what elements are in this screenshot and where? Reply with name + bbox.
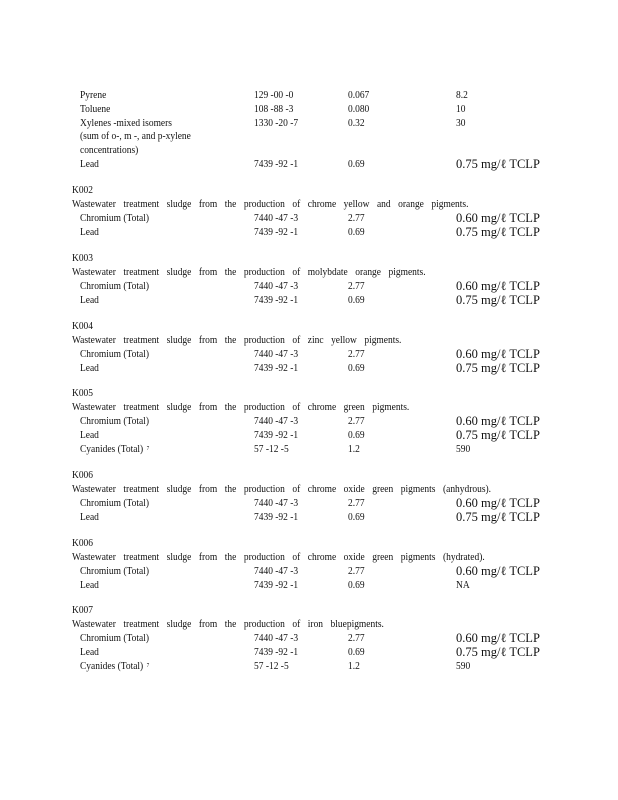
cas-number: 7440 -47 -3 — [254, 632, 299, 644]
wastewater-standard: 2.77 — [348, 212, 365, 224]
nonwastewater-standard: 0.75 mg/ℓ TCLP — [456, 510, 540, 524]
substance-name: Chromium (Total) — [80, 497, 149, 509]
waste-code: K007 — [72, 604, 94, 616]
substance-name: Chromium (Total) — [80, 348, 149, 360]
substance-name: Lead — [80, 646, 99, 658]
cas-number: 7439 -92 -1 — [254, 429, 299, 441]
nonwastewater-standard: 30 — [456, 116, 466, 129]
cas-number: 7440 -47 -3 — [254, 497, 299, 509]
cas-number: 7439 -92 -1 — [254, 226, 299, 238]
cas-number: 129 -00 -0 — [254, 89, 294, 101]
substance-name: Chromium (Total) — [80, 280, 149, 292]
wastewater-standard: 0.69 — [348, 511, 365, 523]
cas-number: 7440 -47 -3 — [254, 565, 299, 577]
waste-code: K003 — [72, 252, 94, 264]
substance-name: Chromium (Total) — [80, 632, 149, 644]
nonwastewater-standard: 0.75 mg/ℓ TCLP — [456, 361, 540, 375]
waste-description: Wastewater treatment sludge from the production of zinc yellow pigments. — [72, 334, 402, 346]
nonwastewater-standard: 8.2 — [456, 89, 468, 101]
substance-name: Pyrene — [80, 89, 107, 101]
substance-name: (sum of o-, m -, and p-xylene — [80, 130, 191, 143]
wastewater-standard: 1.2 — [348, 443, 360, 455]
nonwastewater-standard: 0.75 mg/ℓ TCLP — [456, 225, 540, 239]
nonwastewater-standard: NA — [456, 579, 470, 591]
nonwastewater-standard: 10 — [456, 102, 466, 115]
cas-number: 7439 -92 -1 — [254, 579, 299, 591]
nonwastewater-standard: 590 — [456, 660, 471, 672]
nonwastewater-standard: 0.75 mg/ℓ TCLP — [456, 645, 540, 659]
substance-name: Chromium (Total) — [80, 212, 149, 224]
substance-name: Cyanides (Total) $^7$ — [80, 443, 150, 455]
wastewater-standard: 2.77 — [348, 415, 365, 427]
wastewater-standard: 0.69 — [348, 294, 365, 306]
cas-number: 7439 -92 -1 — [254, 362, 299, 374]
substance-name: Chromium (Total) — [80, 415, 149, 427]
waste-code: K006 — [72, 469, 94, 481]
footnote-marker: 7 — [146, 663, 150, 669]
cas-number: 57 -12 -5 — [254, 443, 289, 455]
waste-description: Wastewater treatment sludge from the production of iron bluepigments. — [72, 618, 384, 630]
cas-number: 1330 -20 -7 — [254, 116, 299, 129]
substance-name: Xylenes -mixed isomers — [80, 116, 172, 129]
wastewater-standard: 2.77 — [348, 280, 365, 292]
cas-number: 7440 -47 -3 — [254, 280, 299, 292]
wastewater-standard: 2.77 — [348, 565, 365, 577]
nonwastewater-standard: 0.75 mg/ℓ TCLP — [456, 157, 540, 171]
substance-name: Lead — [80, 226, 99, 238]
waste-description: Wastewater treatment sludge from the production of molybdate orange pigments. — [72, 266, 426, 278]
wastewater-standard: 2.77 — [348, 348, 365, 360]
waste-code: K006 — [72, 537, 94, 549]
wastewater-standard: 0.69 — [348, 226, 365, 238]
waste-description: Wastewater treatment sludge from the production of chrome oxide green pigments (hydrated). — [72, 551, 485, 563]
substance-name: Lead — [80, 362, 99, 374]
cas-number: 7439 -92 -1 — [254, 294, 299, 306]
substance-name: Chromium (Total) — [80, 565, 149, 577]
nonwastewater-standard: 0.60 mg/ℓ TCLP — [456, 414, 540, 428]
nonwastewater-standard: 0.60 mg/ℓ TCLP — [456, 564, 540, 578]
substance-name: Lead — [80, 429, 99, 441]
substance-name: Lead — [80, 158, 99, 170]
cas-number: 7440 -47 -3 — [254, 212, 299, 224]
cas-number: 57 -12 -5 — [254, 660, 289, 672]
wastewater-standard: 0.69 — [348, 579, 365, 591]
cas-number: 7439 -92 -1 — [254, 646, 299, 658]
substance-name: concentrations) — [80, 144, 139, 157]
nonwastewater-standard: 590 — [456, 443, 471, 455]
substance-name: Lead — [80, 511, 99, 523]
nonwastewater-standard: 0.75 mg/ℓ TCLP — [456, 428, 540, 442]
wastewater-standard: 0.69 — [348, 362, 365, 374]
waste-description: Wastewater treatment sludge from the production of chrome oxide green pigments (anhydrous). — [72, 483, 492, 495]
waste-code: K004 — [72, 320, 94, 332]
waste-description: Wastewater treatment sludge from the production of chrome yellow and orange pigments. — [72, 198, 469, 210]
wastewater-standard: 0.69 — [348, 429, 365, 441]
nonwastewater-standard: 0.60 mg/ℓ TCLP — [456, 496, 540, 510]
cas-number: 7439 -92 -1 — [254, 511, 299, 523]
nonwastewater-standard: 0.60 mg/ℓ TCLP — [456, 347, 540, 361]
wastewater-standard: 0.067 — [348, 89, 370, 101]
wastewater-standard: 2.77 — [348, 497, 365, 509]
nonwastewater-standard: 0.60 mg/ℓ TCLP — [456, 211, 540, 225]
waste-code: K002 — [72, 184, 94, 196]
wastewater-standard: 0.69 — [348, 646, 365, 658]
substance-name: Lead — [80, 579, 99, 591]
cas-number: 7439 -92 -1 — [254, 158, 299, 170]
substance-name: Toluene — [80, 102, 111, 115]
substance-name: Lead — [80, 294, 99, 306]
cas-number: 7440 -47 -3 — [254, 415, 299, 427]
cas-number: 108 -88 -3 — [254, 102, 294, 115]
waste-code: K005 — [72, 387, 94, 399]
wastewater-standard: 0.69 — [348, 158, 365, 170]
cas-number: 7440 -47 -3 — [254, 348, 299, 360]
nonwastewater-standard: 0.60 mg/ℓ TCLP — [456, 631, 540, 645]
substance-name: Cyanides (Total) $^7$ — [80, 660, 150, 672]
wastewater-standard: 0.080 — [348, 102, 370, 115]
footnote-marker: 7 — [146, 446, 150, 452]
wastewater-standard: 2.77 — [348, 632, 365, 644]
nonwastewater-standard: 0.75 mg/ℓ TCLP — [456, 293, 540, 307]
wastewater-standard: 0.32 — [348, 116, 365, 129]
wastewater-standard: 1.2 — [348, 660, 360, 672]
nonwastewater-standard: 0.60 mg/ℓ TCLP — [456, 279, 540, 293]
waste-description: Wastewater treatment sludge from the production of chrome green pigments. — [72, 401, 410, 413]
